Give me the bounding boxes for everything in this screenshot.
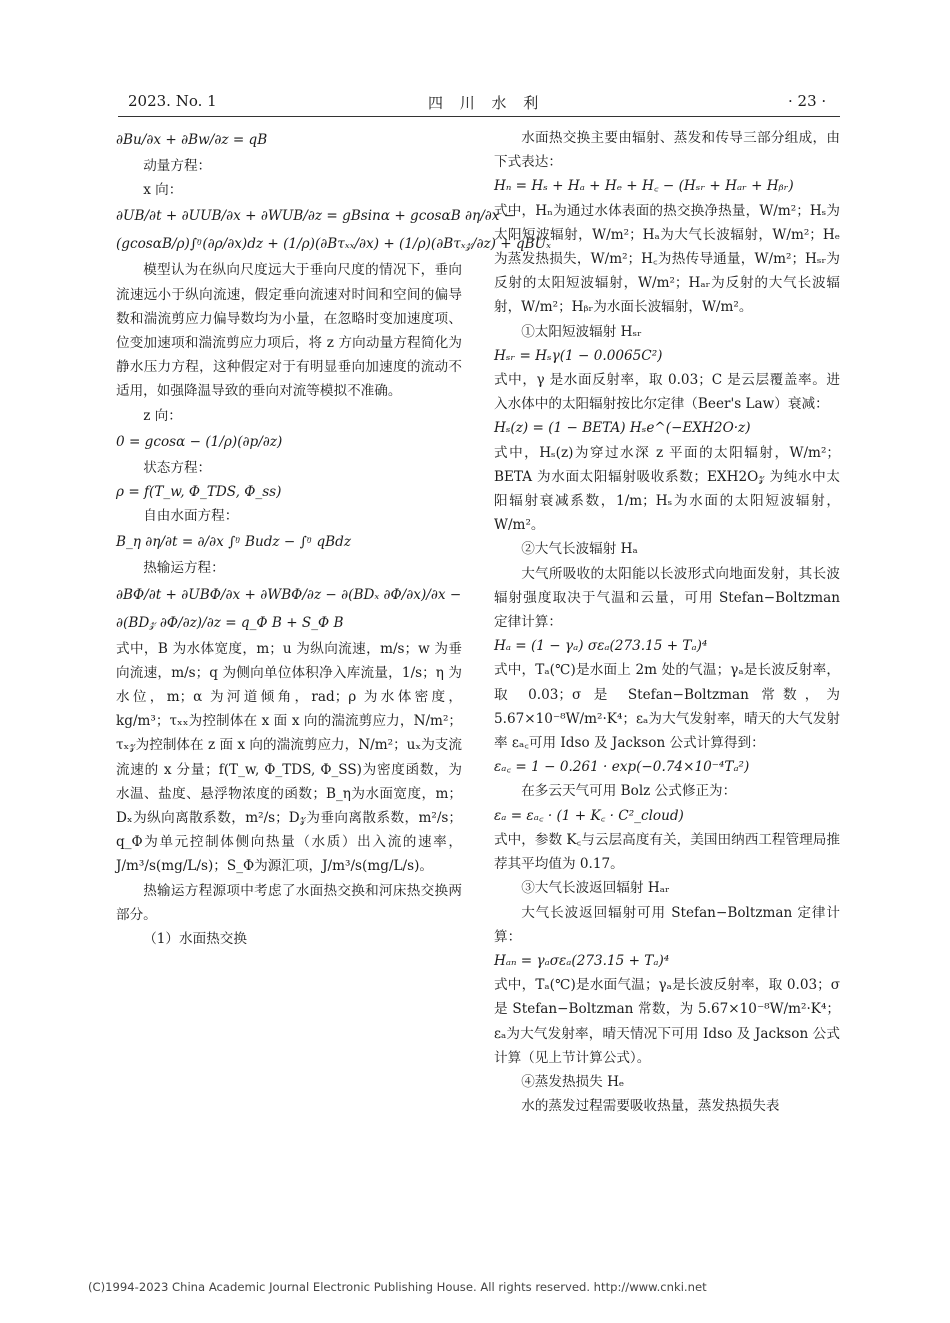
- equation: Hₙ = Hₛ + Hₐ + Hₑ + H꜀ − (Hₛᵣ + Hₐᵣ + Hᵦᵣ): [494, 178, 794, 195]
- paragraph: 热输运方程源项中考虑了水面热交换和河床热交换两部分。: [116, 882, 462, 923]
- equation-label: x 向：: [143, 182, 183, 199]
- equation: ∂(BD𝓏 ∂Φ/∂z)/∂z = q_Φ B + S_Φ B: [116, 614, 344, 631]
- header-rule: [118, 116, 840, 117]
- paragraph: ④蒸发热损失 Hₑ: [521, 1073, 625, 1090]
- paragraph: 模型认为在纵向尺度远大于垂向尺度的情况下，垂向流速远小于纵向流速，假定垂向流速对时间和空间的偏导数和湍流剪应力偏导数均为小量，在忽略时变加速度项、位变加速项和湍流剪应力项后，将 z 方向动量方程简化为静水压力方程，这种假定对于有明显垂向加速度的流动不适用，如强降温导致的垂向对流等模拟不准确。: [116, 262, 462, 400]
- equation: ρ = f(T_w, Φ_TDS, Φ_ss): [116, 484, 282, 501]
- equation: Hₛ(z) = (1 − BETA) Hₛe^(−EXH2O·z): [494, 420, 751, 437]
- equation-label: 热输运方程：: [143, 560, 225, 577]
- equation: (gcosαB/ρ)∫ᵑ(∂ρ/∂x)dz + (1/ρ)(∂Bτₓₓ/∂x) + (1/ρ)(∂Bτₓ𝓏/∂z) + qBUₓ: [116, 236, 551, 253]
- paragraph: 式中，Hₛ(z)为穿过水深 z 平面的太阳辐射，W/m²；BETA 为水面太阳辐射吸收系数；EXH2O𝓏 为纯水中太阳辐射衰减系数，1/m；Hₛ为水面的太阳短波辐射，W/m²。: [494, 444, 840, 534]
- paragraph: 大气长波返回辐射可用 Stefan−Boltzman 定律计算：: [494, 904, 840, 945]
- paragraph: 在多云天气可用 Bolz 公式修正为：: [521, 783, 737, 800]
- equation: Hₐ = (1 − γₐ) σεₐ(273.15 + Tₐ)⁴: [494, 638, 708, 655]
- paragraph: 式中，Tₐ(℃)是水面气温；γₐ是长波反射率，取 0.03；σ 是 Stefan−Boltzman 常数，为 5.67×10⁻⁸W/m²·K⁴；εₐ为大气发射率，晴天情况下可用 Idso 及 Jackson 公式计算（见上节计算公式）。: [494, 977, 840, 1066]
- copyright-footer: (C)1994-2023 China Academic Journal Electronic Publishing House. All rights reserved. http://www.cnki.net: [88, 1280, 707, 1294]
- equation-label: 动量方程：: [143, 158, 212, 174]
- page-number: · 23 ·: [788, 92, 827, 110]
- equation: εₐ = εₐ꜀ · (1 + K꜀ · C²_cloud): [494, 807, 684, 824]
- equation: B_η ∂η/∂t = ∂/∂x ∫ᵑ Budz − ∫ᵑ qBdz: [116, 534, 352, 551]
- left-column: [116, 126, 551, 951]
- equation: 0 = gcosα − (1/ρ)(∂p/∂z): [116, 433, 283, 450]
- paragraph: 式中，参数 K꜀与云层高度有关，美国田纳西工程管理局推荐其平均值为 0.17。: [494, 831, 840, 873]
- journal-title: 四 川 水 利: [428, 94, 545, 112]
- right-column: [494, 126, 840, 1118]
- paragraph: 式中，Hₙ为通过水体表面的热交换净热量，W/m²；Hₛ为太阳短波辐射，W/m²；Hₐ为大气长波辐射，W/m²；Hₑ为蒸发热损失，W/m²；H꜀为热传导通量，W/m²；Hₛᵣ为反射的太阳短波辐射，W/m²；Hₐᵣ为反射的大气长波辐射，W/m²；Hᵦᵣ为水面长波辐射，W/m²。: [494, 202, 840, 316]
- equation-label: 状态方程：: [143, 459, 212, 476]
- paragraph: ②大气长波辐射 Hₐ: [521, 541, 638, 558]
- paragraph: ③大气长波返回辐射 Hₐᵣ: [521, 880, 670, 897]
- paragraph: ①太阳短波辐射 Hₛᵣ: [521, 323, 642, 340]
- equation: εₐ꜀ = 1 − 0.261 · exp(−0.74×10⁻⁴Tₐ²): [494, 759, 750, 776]
- equation: ∂UB/∂t + ∂UUB/∂x + ∂WUB/∂z = gBsinα + gcosαB ∂η/∂x −: [116, 208, 516, 225]
- paragraph: 式中，B 为水体宽度，m；u 为纵向流速，m/s；w 为垂向流速，m/s；q 为侧向单位体积净入库流量，1/s；η 为水位，m；α 为河道倾角，rad；ρ 为水体密度，kg/m³；τₓₓ为控制体在 x 面 x 向的湍流剪应力，N/m²；τₓ𝓏为控制体在 z 面 x 向的湍流剪应力，N/m²；uₓ为支流流速的 x 分量；f(T_w, Φ_TDS, Φ_SS)为密度函数，为水温、盐度、悬浮物浓度的函数；B_η为水面宽度，m；Dₓ为纵向离散系数，m²/s；D𝓏为垂向离散系数，m²/s；q_Φ为单元控制体侧向热量（水质）出入流的速率，J/m³/s(mg/L/s)；S_Φ为源汇项，J/m³/s(mg/L/s)。: [116, 640, 462, 875]
- paragraph: 式中，Tₐ(℃)是水面上 2m 处的气温；γₐ是长波反射率，取 0.03；σ 是 Stefan−Boltzman 常数，为 5.67×10⁻⁸W/m²·K⁴；εₐ为大气发射率，晴天的大气发射率 εₐ꜀可用 Idso 及 Jackson 公式计算得到：: [494, 662, 840, 752]
- paragraph: （1）水面热交换: [143, 931, 247, 948]
- equation-label: 自由水面方程：: [143, 508, 239, 525]
- equation-label: z 向：: [143, 407, 182, 424]
- equation: ∂BΦ/∂t + ∂UBΦ/∂x + ∂WBΦ/∂z − ∂(BDₓ ∂Φ/∂x)/∂x −: [116, 586, 462, 603]
- equation: Hₐₙ = γₐσεₐ(273.15 + Tₐ)⁴: [494, 952, 670, 969]
- paragraph: 水的蒸发过程需要吸收热量，蒸发热损失表: [521, 1098, 780, 1115]
- equation: ∂Bu/∂x + ∂Bw/∂z = qB: [116, 132, 268, 148]
- paragraph: 大气所吸收的太阳能以长波形式向地面发射，其长波辐射强度取决于气温和云量，可用 Stefan−Boltzman 定律计算：: [494, 565, 840, 631]
- paragraph: 水面热交换主要由辐射、蒸发和传导三部分组成，由下式表达：: [494, 130, 840, 171]
- journal-issue: 2023. No. 1: [128, 92, 217, 110]
- equation: Hₛᵣ = Hₛγ(1 − 0.0065C²): [494, 347, 663, 364]
- paragraph: 式中，γ 是水面反射率，取 0.03；C 是云层覆盖率。进入水体中的太阳辐射按比尔定律（Beer's Law）衰减：: [494, 372, 840, 413]
